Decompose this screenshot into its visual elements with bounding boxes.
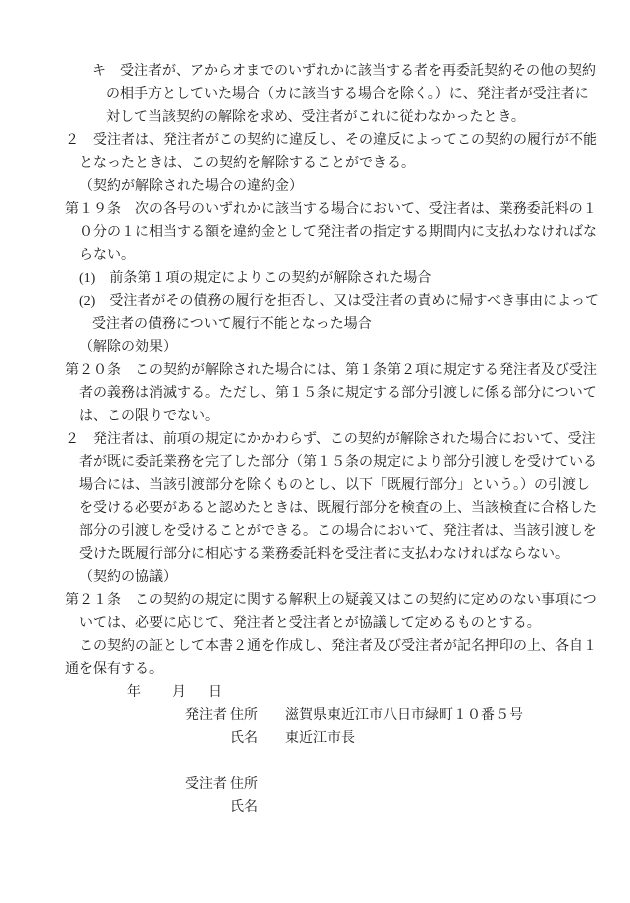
signature-row bbox=[65, 773, 575, 796]
signature-row bbox=[65, 727, 575, 750]
signature-value: 東近江市長 bbox=[285, 731, 355, 746]
signature-party-label: 発注者 bbox=[185, 708, 227, 723]
document-line: は、この限りでない。 bbox=[79, 409, 219, 424]
document-line: を受ける必要があると認めたときは、既履行部分を検査の上、当該検査に合格した bbox=[79, 501, 597, 516]
document-line: ２ 発注者は、前項の規定にかかわらず、この契約が解除された場合において、受注 bbox=[65, 432, 596, 447]
document-line: 第１９条 次の各号のいずれかに該当する場合において、受注者は、業務委託料の１ bbox=[65, 202, 597, 217]
document-line: (2) 受注者がその債務の履行を拒否し、又は受注者の責めに帰すべき事由によって bbox=[79, 294, 600, 309]
signature-block bbox=[65, 704, 575, 819]
document-line: 部分の引渡しを受けることができる。この場合において、発注者は、当該引渡しを bbox=[79, 524, 597, 539]
document-line: （契約の協議） bbox=[79, 570, 177, 585]
document-line: 者の義務は消滅する。ただし、第１５条に規定する部分引渡しに係る部分について bbox=[79, 386, 597, 401]
document-line: の相手方としていた場合（カに該当する場合を除く。）に、発注者が受注者に bbox=[106, 87, 589, 102]
document-line: 者が既に委託業務を完了した部分（第１５条の規定により部分引渡しを受けている bbox=[79, 455, 597, 470]
document-line: 第２１条 この契約の規定に関する解釈上の疑義又はこの契約に定めのない事項につ bbox=[65, 593, 597, 608]
signature-row bbox=[65, 796, 575, 819]
date-month-label: 月 bbox=[172, 685, 186, 700]
document-line: 第２０条 この契約が解除された場合には、第１条第２項に規定する発注者及び受注 bbox=[65, 363, 597, 378]
document-line: (1) 前条第１項の規定によりこの契約が解除された場合 bbox=[79, 271, 432, 286]
document-line: 通を保有する。 bbox=[65, 662, 163, 677]
document-line: 場合には、当該引渡部分を除くものとし、以下「既履行部分」という。）の引渡し bbox=[79, 478, 590, 493]
signature-party-label: 受注者 bbox=[185, 777, 227, 792]
contract-document bbox=[65, 60, 600, 819]
signature-field-label: 住所 bbox=[230, 777, 258, 792]
document-line: らない。 bbox=[79, 248, 135, 263]
document-line: キ 受注者が、アからオまでのいずれかに該当する者を再委託契約その他の契約 bbox=[92, 64, 596, 79]
document-line: いては、必要に応じて、発注者と受注者とが協議して定めるものとする。 bbox=[79, 616, 541, 631]
document-line: となったときは、この契約を解除することができる。 bbox=[79, 156, 415, 171]
signature-field-label: 住所 bbox=[230, 708, 258, 723]
signature-row bbox=[65, 704, 575, 727]
blank-line bbox=[65, 750, 575, 773]
document-line: （契約が解除された場合の違約金） bbox=[79, 179, 303, 194]
contract-date-line bbox=[65, 681, 575, 704]
document-line: （解除の効果） bbox=[79, 340, 177, 355]
signature-field-label: 氏名 bbox=[230, 731, 258, 746]
date-year-label: 年 bbox=[127, 685, 141, 700]
date-day-label: 日 bbox=[208, 685, 222, 700]
document-line: ２ 受注者は、発注者がこの契約に違反し、その違反によってこの契約の履行が不能 bbox=[65, 133, 597, 148]
document-line: 受けた既履行部分に相応する業務委託料を受注者に支払わなければならない。 bbox=[79, 547, 569, 562]
document-line: この契約の証として本書２通を作成し、発注者及び受注者が記名押印の上、各自１ bbox=[79, 639, 597, 654]
document-line: 受注者の債務について履行不能となった場合 bbox=[92, 317, 372, 332]
document-line: ０分の１に相当する額を違約金として発注者の指定する期間内に支払わなければな bbox=[79, 225, 597, 240]
signature-value: 滋賀県東近江市八日市緑町１０番５号 bbox=[285, 708, 523, 723]
signature-field-label: 氏名 bbox=[230, 800, 258, 815]
contract-body bbox=[65, 60, 600, 681]
document-line: 対して当該契約の解除を求め、受注者がこれに従わなかったとき。 bbox=[106, 110, 525, 125]
